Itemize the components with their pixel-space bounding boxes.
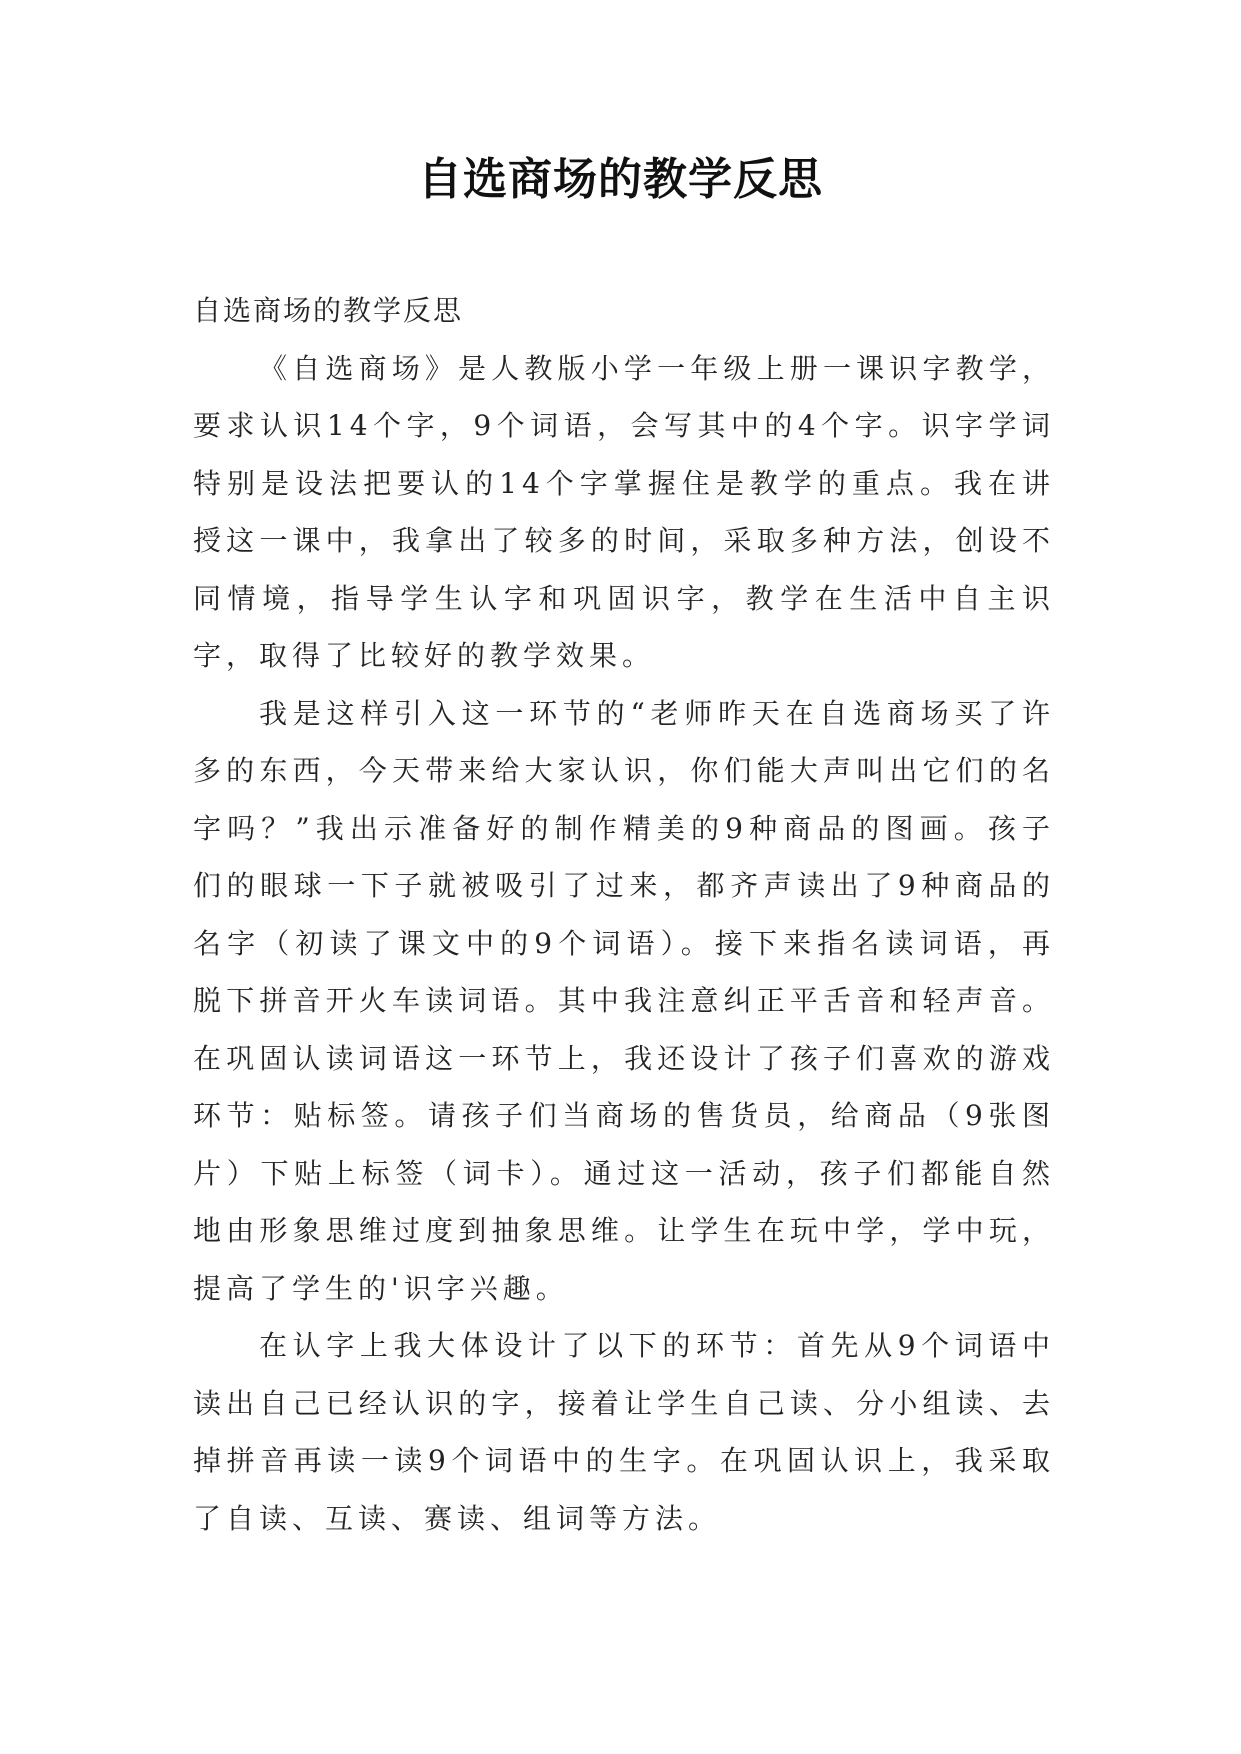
document-subtitle: 自选商场的教学反思 [193,294,464,327]
document-title: 自选商场的教学反思 [418,154,823,205]
paragraph-1: 《自选商场》是人教版小学一年级上册一课识字教学，要求认识14个字，9个词语，会写其中的4个字。识字学词特别是设法把要认的14个字掌握住是教学的重点。我在讲授这一课中，我拿出了较多的时间，采取多种方法，创设不同情境，指导学生认字和巩固识字，教学在生活中自主识字，取得了比较好的教学效果。 [193,351,1055,672]
paragraph-2: 我是这样引入这一环节的“老师昨天在自选商场买了许多的东西，今天带来给大家认识，你们能大声叫出它们的名字吗？”我出示准备好的制作精美的9种商品的图画。孩子们的眼球一下子就被吸引了过来，都齐声读出了9种商品的名字（初读了课文中的9个词语）。接下来指名读词语，再脱下拼音开火车读词语。其中我注意纠正平舌音和轻声音。在巩固认读词语这一环节上，我还设计了孩子们喜欢的游戏环节：贴标签。请孩子们当商场的售货员，给商品（9张图片）下贴上标签（词卡）。通过这一活动，孩子们都能自然地由形象思维过度到抽象思维。让学生在玩中学，学中玩，提高了学生的'识字兴趣。 [193,696,1055,1305]
paragraph-3: 在认字上我大体设计了以下的环节：首先从9个词语中读出自己已经认识的字，接着让学生自己读、分小组读、去掉拼音再读一读9个词语中的生字。在巩固认识上，我采取了自读、互读、赛读、组词等方法。 [193,1329,1055,1535]
document-body [193,282,1055,1547]
